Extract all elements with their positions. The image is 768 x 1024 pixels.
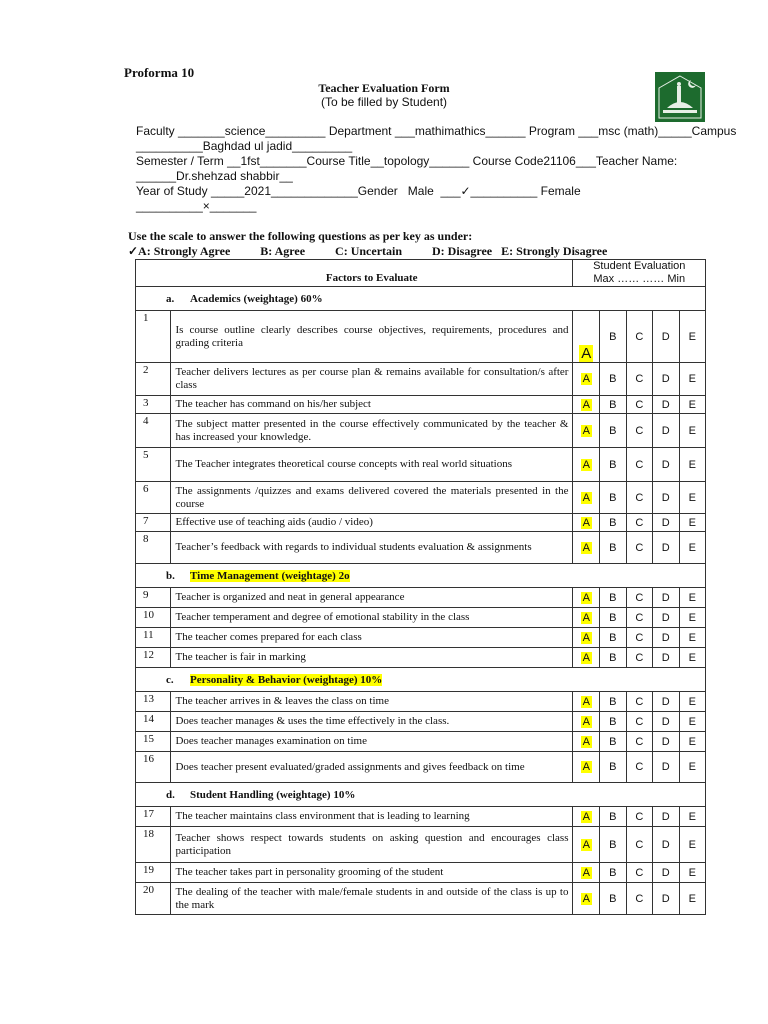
grade-letter: C <box>635 398 644 411</box>
grade-letter: D <box>661 735 670 748</box>
grade-option-c[interactable] <box>626 863 652 883</box>
grade-option-b[interactable] <box>600 752 626 783</box>
question-number: 4 <box>136 414 171 448</box>
grade-option-e[interactable] <box>679 588 706 608</box>
question-number: 9 <box>136 588 171 608</box>
grade-letter: B <box>609 695 617 708</box>
grade-option-a[interactable] <box>573 752 600 783</box>
grade-letter: E <box>688 695 696 708</box>
grade-option-e[interactable] <box>679 692 706 712</box>
question-number: 2 <box>136 363 171 396</box>
grade-letter: B <box>609 373 617 385</box>
grade-letter: B <box>609 810 617 823</box>
grade-letter: D <box>661 424 670 437</box>
grade-letter: B <box>609 611 617 624</box>
grade-letter: E <box>688 330 696 343</box>
grade-option-b[interactable] <box>600 732 626 752</box>
grade-option-b[interactable] <box>600 827 626 863</box>
max-min-label: Max …… …… Min <box>593 273 686 285</box>
grade-letter: D <box>661 838 670 851</box>
grade-letter: D <box>661 866 670 879</box>
university-logo-icon <box>655 72 705 122</box>
grade-option-b[interactable] <box>600 514 626 532</box>
teacher-name-line[interactable]: ______Dr.shehzad shabbir__ <box>136 169 293 183</box>
grade-letter: D <box>661 611 670 624</box>
grade-option-a[interactable] <box>573 863 600 883</box>
question-text: Teacher is organized and neat in general appearance <box>171 588 573 608</box>
grade-option-a[interactable] <box>573 692 600 712</box>
grade-letter: C <box>635 838 644 851</box>
table-header-row <box>136 260 706 287</box>
question-number: 7 <box>136 514 171 532</box>
scale-key: ✓A: Strongly Agree B: Agree C: Uncertain D: Disagree E: Strongly Disagree <box>128 244 608 258</box>
section-header-row <box>136 287 706 311</box>
grade-option-b[interactable] <box>600 588 626 608</box>
grade-letter: B <box>609 892 617 905</box>
question-row <box>136 532 706 564</box>
grade-option-d[interactable] <box>653 883 679 915</box>
grade-letter: A <box>582 866 590 879</box>
grade-letter: E <box>688 424 696 437</box>
grade-letter: D <box>661 892 670 905</box>
section-title: Time Management (weightage) 2o <box>190 569 350 582</box>
grade-option-b[interactable] <box>600 608 626 628</box>
question-text: The assignments /quizzes and exams delivered covered the materials presented in the course <box>171 482 573 514</box>
grade-letter: A <box>582 458 590 471</box>
grade-letter: E <box>688 491 696 504</box>
grade-option-b[interactable] <box>600 648 626 668</box>
grade-letter: D <box>661 541 670 554</box>
grade-option-e[interactable] <box>679 628 706 648</box>
question-number: 1 <box>136 311 171 363</box>
grade-letter: B <box>609 715 617 728</box>
grade-letter: A <box>582 516 590 529</box>
question-text: Does teacher present evaluated/graded assignments and gives feedback on time <box>171 752 573 783</box>
grade-letter: B <box>609 631 617 644</box>
grade-letter: D <box>661 810 670 823</box>
grade-option-d[interactable] <box>653 514 679 532</box>
grade-letter: A <box>582 541 590 554</box>
grade-option-e[interactable] <box>679 311 706 363</box>
grade-letter: B <box>609 516 617 529</box>
grade-option-e[interactable] <box>679 648 706 668</box>
grade-letter: A <box>581 345 592 362</box>
grade-option-b[interactable] <box>600 863 626 883</box>
question-row <box>136 608 706 628</box>
question-number: 3 <box>136 396 171 414</box>
grade-option-e[interactable] <box>679 363 706 396</box>
grade-option-d[interactable] <box>653 712 679 732</box>
question-text: The dealing of the teacher with male/female students in and outside of the class is up to the mark <box>171 883 573 915</box>
grade-letter: C <box>635 695 644 708</box>
grade-option-c[interactable] <box>626 827 652 863</box>
student-info-fields <box>136 124 737 214</box>
question-text: Teacher shows respect towards students on asking question and encourages class participation <box>171 827 573 863</box>
grade-letter: E <box>688 458 696 471</box>
grade-letter: E <box>688 541 696 554</box>
question-row <box>136 482 706 514</box>
grade-option-e[interactable] <box>679 732 706 752</box>
grade-option-a[interactable] <box>573 712 600 732</box>
section-label: a. <box>166 292 175 305</box>
section-title: Student Handling (weightage) 10% <box>190 788 356 801</box>
grade-option-c[interactable] <box>626 608 652 628</box>
grade-option-a[interactable] <box>573 827 600 863</box>
grade-letter: A <box>582 838 590 851</box>
question-row <box>136 448 706 482</box>
year-gender-line[interactable]: Year of Study _____2021_____________Gender Male ___✓__________ Female <box>136 184 581 198</box>
grade-option-c[interactable] <box>626 692 652 712</box>
grade-letter: D <box>661 458 670 471</box>
grade-option-a[interactable] <box>573 628 600 648</box>
grade-letter: C <box>635 591 644 604</box>
grade-option-b[interactable] <box>600 692 626 712</box>
grade-option-e[interactable] <box>679 608 706 628</box>
grade-letter: B <box>609 398 617 411</box>
question-text: The teacher has command on his/her subject <box>171 396 573 414</box>
grade-letter: A <box>582 491 590 504</box>
grade-option-a[interactable] <box>573 588 600 608</box>
grade-option-c[interactable] <box>626 363 652 396</box>
grade-letter: C <box>635 491 644 504</box>
grade-option-c[interactable] <box>626 752 652 783</box>
grade-letter: B <box>609 761 617 773</box>
question-text: The teacher comes prepared for each class <box>171 628 573 648</box>
grade-option-c[interactable] <box>626 514 652 532</box>
grade-letter: B <box>609 735 617 748</box>
question-number: 16 <box>136 752 171 783</box>
grade-option-e[interactable] <box>679 752 706 783</box>
question-number: 19 <box>136 863 171 883</box>
grade-letter: C <box>635 373 644 385</box>
grade-option-a[interactable] <box>573 532 600 564</box>
grade-option-d[interactable] <box>653 863 679 883</box>
grade-option-e[interactable] <box>679 827 706 863</box>
grade-option-b[interactable] <box>600 807 626 827</box>
grade-option-d[interactable] <box>653 732 679 752</box>
grade-letter: E <box>688 651 696 664</box>
question-text: The teacher is fair in marking <box>171 648 573 668</box>
question-number: 14 <box>136 712 171 732</box>
section-title: Academics (weightage) 60% <box>190 292 323 305</box>
grade-option-e[interactable] <box>679 514 706 532</box>
grade-option-a[interactable] <box>573 482 600 514</box>
grade-letter: B <box>609 591 617 604</box>
grade-option-e[interactable] <box>679 396 706 414</box>
question-number: 15 <box>136 732 171 752</box>
grade-letter: E <box>688 591 696 604</box>
grade-option-b[interactable] <box>600 414 626 448</box>
grade-option-d[interactable] <box>653 363 679 396</box>
form-subtitle: (To be filled by Student) <box>320 95 448 109</box>
grade-option-d[interactable] <box>653 396 679 414</box>
grade-letter: C <box>635 330 644 343</box>
grade-option-a[interactable] <box>573 883 600 915</box>
grade-option-b[interactable] <box>600 628 626 648</box>
grade-letter: E <box>688 516 696 529</box>
grade-option-b[interactable] <box>600 883 626 915</box>
grade-letter: A <box>582 373 590 385</box>
question-row <box>136 692 706 712</box>
grade-letter: C <box>635 761 644 773</box>
grade-letter: E <box>688 373 696 385</box>
grade-letter: C <box>635 892 644 905</box>
grade-option-b[interactable] <box>600 448 626 482</box>
grade-letter: A <box>582 810 590 823</box>
grade-option-a[interactable] <box>573 448 600 482</box>
grade-option-a[interactable] <box>573 514 600 532</box>
question-text: The teacher takes part in personality grooming of the student <box>171 863 573 883</box>
question-row <box>136 883 706 915</box>
grade-option-d[interactable] <box>653 752 679 783</box>
grade-letter: C <box>635 611 644 624</box>
grade-letter: E <box>688 761 696 773</box>
grade-letter: C <box>635 458 644 471</box>
evaluation-table-body <box>136 287 706 915</box>
question-row <box>136 311 706 363</box>
question-row <box>136 863 706 883</box>
grade-letter: C <box>635 631 644 644</box>
grade-letter: B <box>609 541 617 554</box>
grade-letter: A <box>582 631 590 644</box>
grade-option-c[interactable] <box>626 448 652 482</box>
section-title: Personality & Behavior (weightage) 10% <box>190 673 383 686</box>
grade-option-c[interactable] <box>626 532 652 564</box>
grade-option-a[interactable] <box>573 396 600 414</box>
grade-letter: E <box>688 611 696 624</box>
grade-option-d[interactable] <box>653 628 679 648</box>
question-number: 17 <box>136 807 171 827</box>
grade-letter: C <box>635 651 644 664</box>
grade-option-c[interactable] <box>626 648 652 668</box>
grade-letter: D <box>661 761 670 773</box>
grade-letter: C <box>635 424 644 437</box>
grade-letter: A <box>582 715 590 728</box>
question-row <box>136 827 706 863</box>
student-evaluation-title: Student Evaluation <box>593 260 686 272</box>
grade-option-b[interactable] <box>600 396 626 414</box>
grade-letter: B <box>609 458 617 471</box>
question-row <box>136 628 706 648</box>
grade-option-d[interactable] <box>653 532 679 564</box>
question-number: 18 <box>136 827 171 863</box>
grade-letter: D <box>661 330 670 343</box>
question-text: Teacher delivers lectures as per course plan & remains available for consultation/s after class <box>171 363 573 396</box>
factors-header: Factors to Evaluate <box>171 260 573 287</box>
grade-option-a[interactable] <box>573 363 600 396</box>
grade-letter: D <box>661 651 670 664</box>
section-header-row <box>136 783 706 807</box>
grade-option-a[interactable] <box>573 648 600 668</box>
grade-letter: D <box>661 715 670 728</box>
grade-letter: D <box>661 631 670 644</box>
student-evaluation-header <box>573 260 706 287</box>
question-text: Is course outline clearly describes course objectives, requirements, procedures and grading criteria <box>171 311 573 363</box>
grade-letter: D <box>661 373 670 385</box>
grade-option-e[interactable] <box>679 807 706 827</box>
grade-letter: A <box>582 591 590 604</box>
grade-letter: A <box>582 735 590 748</box>
grade-option-c[interactable] <box>626 732 652 752</box>
question-text: The teacher arrives in & leaves the class on time <box>171 692 573 712</box>
grade-option-d[interactable] <box>653 608 679 628</box>
question-row <box>136 712 706 732</box>
grade-option-d[interactable] <box>653 414 679 448</box>
grade-letter: C <box>635 735 644 748</box>
grade-letter: E <box>688 398 696 411</box>
section-label: b. <box>166 569 175 582</box>
question-number: 12 <box>136 648 171 668</box>
grade-option-c[interactable] <box>626 396 652 414</box>
question-text: The teacher maintains class environment that is leading to learning <box>171 807 573 827</box>
grade-option-a[interactable] <box>573 608 600 628</box>
grade-option-c[interactable] <box>626 482 652 514</box>
question-number: 11 <box>136 628 171 648</box>
grade-option-e[interactable] <box>679 863 706 883</box>
question-row <box>136 363 706 396</box>
grade-option-e[interactable] <box>679 712 706 732</box>
grade-option-d[interactable] <box>653 588 679 608</box>
grade-option-d[interactable] <box>653 311 679 363</box>
grade-letter: C <box>635 810 644 823</box>
grade-option-a[interactable] <box>573 807 600 827</box>
grade-letter: E <box>688 631 696 644</box>
semester-line[interactable]: Semester / Term __1fst_______Course Title__topology______ Course Code21106___Teacher Name: <box>136 154 678 168</box>
grade-letter: B <box>609 330 617 343</box>
grade-letter: A <box>582 398 590 411</box>
grade-letter: A <box>582 611 590 624</box>
grade-option-a[interactable] <box>573 311 600 363</box>
question-text: Effective use of teaching aids (audio / video) <box>171 514 573 532</box>
question-text: The Teacher integrates theoretical course concepts with real world situations <box>171 448 573 482</box>
grade-option-c[interactable] <box>626 807 652 827</box>
grade-option-b[interactable] <box>600 482 626 514</box>
grade-letter: B <box>609 491 617 504</box>
female-line[interactable]: __________×_______ <box>136 199 257 213</box>
grade-letter: C <box>635 516 644 529</box>
scale-instructions: Use the scale to answer the following questions as per key as under: <box>128 229 473 243</box>
grade-option-e[interactable] <box>679 532 706 564</box>
question-row <box>136 588 706 608</box>
question-row <box>136 396 706 414</box>
grade-option-e[interactable] <box>679 414 706 448</box>
question-row <box>136 648 706 668</box>
question-row <box>136 514 706 532</box>
grade-option-c[interactable] <box>626 628 652 648</box>
grade-letter: A <box>582 424 590 437</box>
question-number: 5 <box>136 448 171 482</box>
grade-option-e[interactable] <box>679 883 706 915</box>
grade-option-e[interactable] <box>679 448 706 482</box>
grade-option-c[interactable] <box>626 311 652 363</box>
grade-letter: E <box>688 892 696 905</box>
faculty-line[interactable]: Faculty _______science_________ Department ___mathimathics______ Program ___msc (math)_____Campus <box>136 124 737 138</box>
grade-option-c[interactable] <box>626 883 652 915</box>
question-number: 13 <box>136 692 171 712</box>
question-text: The subject matter presented in the course effectively communicated by the teacher & has increased your knowledge. <box>171 414 573 448</box>
grade-letter: E <box>688 838 696 851</box>
question-number: 8 <box>136 532 171 564</box>
question-number: 10 <box>136 608 171 628</box>
grade-letter: B <box>609 424 617 437</box>
question-row <box>136 414 706 448</box>
question-text: Does teacher manages & uses the time effectively in the class. <box>171 712 573 732</box>
question-number: 20 <box>136 883 171 915</box>
question-text: Teacher temperament and degree of emotional stability in the class <box>171 608 573 628</box>
grade-letter: D <box>661 695 670 708</box>
grade-letter: C <box>635 715 644 728</box>
question-number: 6 <box>136 482 171 514</box>
grade-option-b[interactable] <box>600 532 626 564</box>
proforma-label: Proforma 10 <box>124 65 195 80</box>
grade-letter: B <box>609 838 617 851</box>
grade-option-b[interactable] <box>600 712 626 732</box>
grade-letter: A <box>582 651 590 664</box>
campus-line[interactable]: __________Baghdad ul jadid_________ <box>136 139 353 153</box>
grade-letter: A <box>582 761 590 773</box>
grade-option-d[interactable] <box>653 807 679 827</box>
grade-letter: A <box>582 892 590 905</box>
grade-option-a[interactable] <box>573 732 600 752</box>
grade-option-a[interactable] <box>573 414 600 448</box>
evaluation-table <box>135 259 706 915</box>
grade-option-c[interactable] <box>626 414 652 448</box>
grade-option-c[interactable] <box>626 588 652 608</box>
grade-option-d[interactable] <box>653 827 679 863</box>
question-row <box>136 807 706 827</box>
grade-option-c[interactable] <box>626 712 652 732</box>
grade-option-b[interactable] <box>600 311 626 363</box>
grade-letter: C <box>635 541 644 554</box>
section-label: d. <box>166 788 175 801</box>
grade-option-d[interactable] <box>653 692 679 712</box>
grade-letter: E <box>688 866 696 879</box>
grade-option-d[interactable] <box>653 482 679 514</box>
grade-letter: D <box>661 491 670 504</box>
grade-letter: C <box>635 866 644 879</box>
grade-option-b[interactable] <box>600 363 626 396</box>
grade-letter: E <box>688 735 696 748</box>
grade-letter: B <box>609 651 617 664</box>
section-header-row <box>136 668 706 692</box>
grade-letter: D <box>661 398 670 411</box>
question-row <box>136 752 706 783</box>
question-row <box>136 732 706 752</box>
grade-letter: E <box>688 715 696 728</box>
section-label: c. <box>166 673 174 686</box>
grade-letter: D <box>661 591 670 604</box>
grade-letter: E <box>688 810 696 823</box>
question-text: Teacher’s feedback with regards to individual students evaluation & assignments <box>171 532 573 564</box>
grade-letter: A <box>582 695 590 708</box>
form-title: Teacher Evaluation Form <box>318 81 450 95</box>
grade-option-e[interactable] <box>679 482 706 514</box>
grade-option-d[interactable] <box>653 448 679 482</box>
question-text: Does teacher manages examination on time <box>171 732 573 752</box>
section-header-row <box>136 564 706 588</box>
grade-option-d[interactable] <box>653 648 679 668</box>
grade-letter: D <box>661 516 670 529</box>
grade-letter: B <box>609 866 617 879</box>
